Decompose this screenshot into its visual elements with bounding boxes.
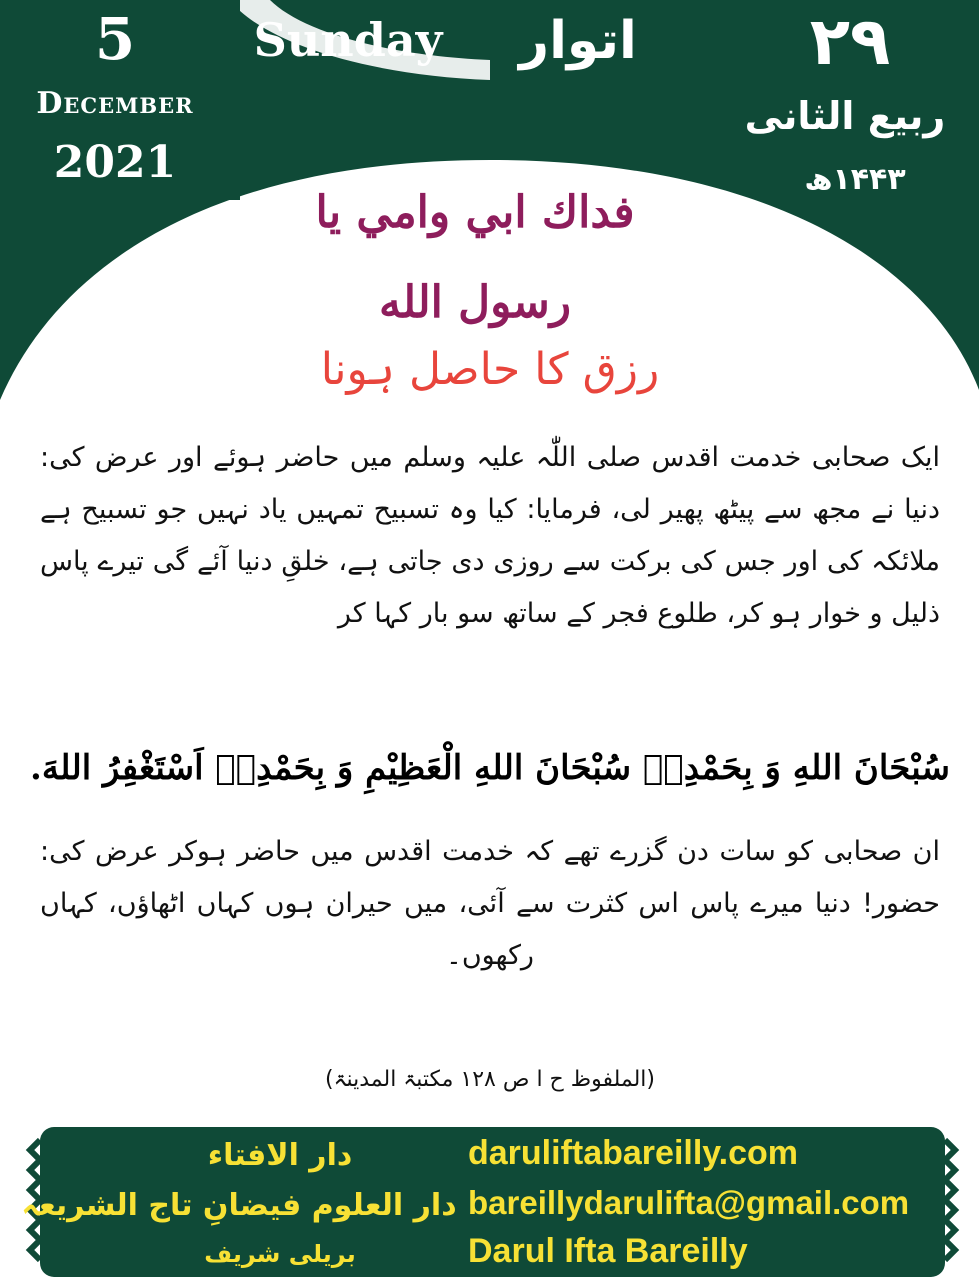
org-name-line-2: دار العلوم فیضانِ تاج الشریعہ — [21, 1188, 457, 1223]
weekday-english: Sunday — [253, 13, 443, 67]
source-reference: (الملفوظ ح ا ص ۱۲۸ مکتبۃ المدینۃ) — [325, 1067, 655, 1092]
hijri-day: ۲۹ — [809, 3, 891, 80]
org-location: بریلی شریف — [204, 1240, 356, 1268]
gregorian-month: December — [36, 86, 194, 121]
organization-name: Darul Ifta Bareilly — [468, 1232, 748, 1270]
org-name-line-1: دار الافتاء — [207, 1138, 353, 1173]
hijri-month: ربیع الثانی — [744, 94, 946, 138]
article-title: رزق کا حاصل ہونا — [320, 344, 660, 395]
body-paragraph-1: ایک صحابی خدمت اقدس صلی اللّٰہ علیہ وسلم میں حاضر ہوئے اور عرض کی: دنیا نے مجھ سے پیٹھ پھیر لی، فرمایا: کیا وہ تسبیح تمہیں یاد نہیں جو تسبیح ہے ملائکہ کی اور جس کی برکت سے روزی دی جاتی ہے، خلقِ دنیا آئے گی تیرے پاس ذلیل و خوار ہو کر، طلوع فجر کے ساتھ سو بار کہا کر — [40, 442, 940, 629]
gregorian-year: 2021 — [53, 137, 177, 188]
email-link[interactable]: bareillydarulifta@gmail.com — [468, 1184, 910, 1221]
tasbih-text: سُبْحَانَ اللهِ وَ بِحَمْدِهٖ سُبْحَانَ اللهِ الْعَظِیْمِ وَ بِحَمْدِهٖ اَسْتَغْفِرُ اللهَ. — [30, 748, 950, 788]
weekday-urdu: اتوار — [519, 11, 637, 71]
website-link[interactable]: daruliftabareilly.com — [468, 1134, 799, 1172]
gregorian-day: 5 — [94, 5, 136, 73]
body-paragraph-2: ان صحابی کو سات دن گزرے تھے کہ خدمت اقدس میں حاضر ہوکر عرض کی: حضور! دنیا میرے پاس اس کثرت سے آئی، میں حیران ہوں کہاں اٹھاؤں، کہاں رکھوں۔ — [40, 836, 940, 971]
calligraphy-logo: فداك ابي وامي يا رسول الله — [315, 187, 635, 328]
hijri-year: ۱۴۴۳ھ — [804, 162, 906, 197]
